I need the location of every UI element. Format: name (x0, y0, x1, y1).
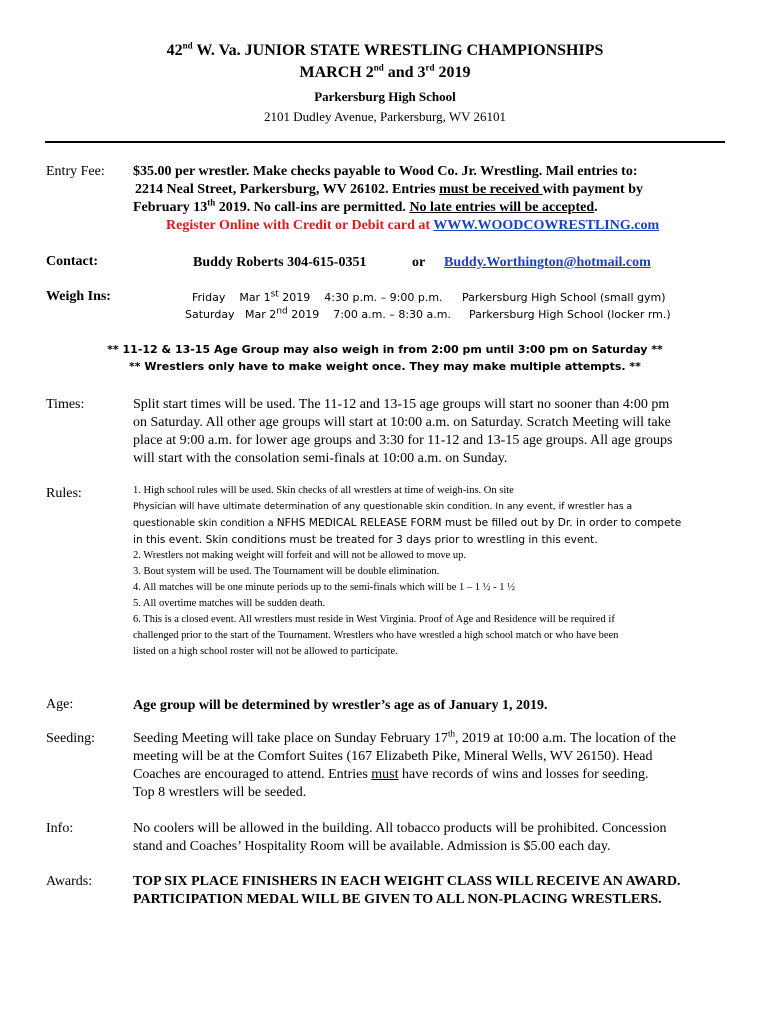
rules-r3b: NFHS MEDICAL RELEASE FORM must be filled out by Dr. in order to compete (276, 517, 682, 529)
entry-l3u: No late entries will be accepted (409, 200, 595, 215)
rules-r3a: questionable skin condition a (133, 518, 277, 529)
seeding-l2: meeting will be at the Comfort Suites (167 Elizabeth Pike, Mineral Wells, WV 26150). Head (133, 749, 653, 764)
rules-r1: 1. High school rules will be used. Skin checks of all wrestlers at time of weigh-ins. On site (133, 485, 514, 496)
entry-l3b: 2019. No call-ins are permitted. (215, 200, 410, 215)
rules-r8: 5. All overtime matches will be sudden death. (133, 598, 326, 609)
register-link[interactable]: WWW.WOODCOWRESTLING.com (433, 218, 660, 233)
entry-l3a: February 13 (133, 200, 208, 215)
age-label: Age: (46, 697, 74, 712)
header-date-a: MARCH 2 (299, 64, 374, 81)
rules-list (133, 483, 733, 660)
header-date-b: and 3 (383, 64, 426, 81)
weigh-in-friday (192, 289, 443, 306)
awards-l2: PARTICIPATION MEDAL WILL BE GIVEN TO ALL NON-PLACING WRESTLERS. (133, 892, 662, 907)
header-date-sup1: nd (373, 62, 384, 73)
entry-fee-label: Entry Fee: (46, 164, 105, 179)
weigh-r1b: 2019 4:30 p.m. – 9:00 p.m. (278, 291, 443, 304)
entry-l1: $35.00 per wrestler. Make checks payable to Wood Co. Jr. Wrestling. Mail entries to: (133, 164, 638, 179)
header-title-sup: nd (182, 40, 193, 51)
seeding-label: Seeding: (46, 731, 95, 746)
times-l4: will start with the consolation semi-finals at 10:00 a.m. on Sunday. (133, 451, 508, 466)
venue: Parkersburg High School (314, 89, 456, 104)
header-date-c: 2019 (434, 64, 471, 81)
header-title-post: W. Va. JUNIOR STATE WRESTLING CHAMPIONSHIPS (192, 42, 604, 59)
weigh-r2b: 2019 7:00 a.m. – 8:30 a.m. (287, 308, 451, 321)
weigh-in-friday-location: Parkersburg High School (small gym) (462, 291, 666, 304)
weigh-r1sup: st (270, 289, 279, 300)
weigh-r2sup: nd (276, 306, 288, 317)
rules-r2: Physician will have ultimate determination of any questionable skin condition. In any event, if wrestler has a (133, 501, 633, 512)
seeding-l3a: Coaches are encouraged to attend. Entries (133, 767, 372, 782)
weigh-r1a: Friday Mar 1 (192, 291, 271, 304)
times-text (133, 396, 733, 468)
rules-r6: 3. Bout system will be used. The Tournament will be double elimination. (133, 566, 440, 577)
seeding-l3u: must (371, 767, 399, 782)
seeding-l1sup: th (447, 728, 455, 739)
times-l3: place at 9:00 a.m. for lower age groups and 3:30 for 11-12 and 13-15 age groups. All age groups (133, 433, 673, 448)
rules-r4: in this event. Skin conditions must be treated for 3 days prior to wrestling in this event. (133, 534, 598, 546)
weigh-in-note-age-group: ** 11-12 & 13-15 Age Group may also weigh in from 2:00 pm until 3:00 pm on Saturday ** (107, 343, 663, 356)
age-text: Age group will be determined by wrestler’s age as of January 1, 2019. (133, 698, 548, 713)
weigh-in-saturday-location: Parkersburg High School (locker rm.) (469, 308, 671, 321)
awards-l1: TOP SIX PLACE FINISHERS IN EACH WEIGHT CLASS WILL RECEIVE AN AWARD. (133, 874, 681, 889)
contact-email-link[interactable]: Buddy.Worthington@hotmail.com (444, 255, 651, 270)
register-online-text: Register Online with Credit or Debit card at (166, 218, 434, 233)
contact-or: or (412, 255, 426, 270)
event-dates (0, 64, 770, 82)
seeding-l1a: Seeding Meeting will take place on Sunday February 17 (133, 731, 448, 746)
weigh-ins-label: Weigh Ins: (46, 289, 111, 304)
entry-l3sup: th (207, 197, 216, 208)
times-label: Times: (46, 397, 85, 412)
header-title-pre: 42 (166, 42, 183, 59)
rules-r11: listed on a high school roster will not be allowed to participate. (133, 646, 398, 657)
header-date-sup2: rd (425, 62, 435, 73)
weigh-in-saturday (185, 306, 451, 323)
times-l1: Split start times will be used. The 11-12 and 13-15 age groups will start no sooner than 4:00 pm (133, 397, 670, 412)
rules-r9: 6. This is a closed event. All wrestlers must reside in West Virginia. Proof of Age and Residence will be required if (133, 614, 615, 625)
info-text (133, 820, 733, 856)
seeding-text (133, 730, 733, 802)
awards-label: Awards: (46, 874, 93, 889)
entry-fee-text (133, 163, 733, 235)
awards-text (133, 873, 743, 909)
entry-l2u: must be received (439, 182, 543, 197)
seeding-l3b: have records of wins and losses for seeding. (398, 767, 649, 782)
weigh-in-note-multiple: ** Wrestlers only have to make weight once. They may make multiple attempts. ** (129, 360, 641, 373)
seeding-l1b: , 2019 at 10:00 a.m. The location of the (454, 731, 676, 746)
rules-r10: challenged prior to the start of the Tournament. Wrestlers who have wrestled a high school match or who have been (133, 630, 619, 641)
contact-label: Contact: (46, 254, 99, 269)
times-l2: on Saturday. All other age groups will start at 10:00 a.m. on Saturday. Scratch Meeting will take (133, 415, 671, 430)
rules-r5: 2. Wrestlers not making weight will forfeit and will not be allowed to move up. (133, 550, 466, 561)
rules-r7: 4. All matches will be one minute periods up to the semi-finals which will be 1 – 1 ½ - 1 ½ (133, 582, 516, 593)
info-l1: No coolers will be allowed in the building. All tobacco products will be prohibited. Concession (133, 821, 667, 836)
rules-label: Rules: (46, 486, 82, 501)
header-divider (45, 141, 725, 143)
contact-name: Buddy Roberts 304-615-0351 (193, 255, 367, 270)
page-title (0, 42, 770, 60)
info-label: Info: (46, 821, 74, 836)
entry-l2b: with payment by (542, 182, 644, 197)
weigh-r2a: Saturday Mar 2 (185, 308, 277, 321)
entry-l2a: 2214 Neal Street, Parkersburg, WV 26102. Entries (135, 182, 440, 197)
venue-address: 2101 Dudley Avenue, Parkersburg, WV 26101 (263, 109, 507, 124)
entry-l3c: . (594, 200, 598, 215)
seeding-l4: Top 8 wrestlers will be seeded. (133, 785, 307, 800)
info-l2: stand and Coaches’ Hospitality Room will be available. Admission is $5.00 each day. (133, 839, 611, 854)
